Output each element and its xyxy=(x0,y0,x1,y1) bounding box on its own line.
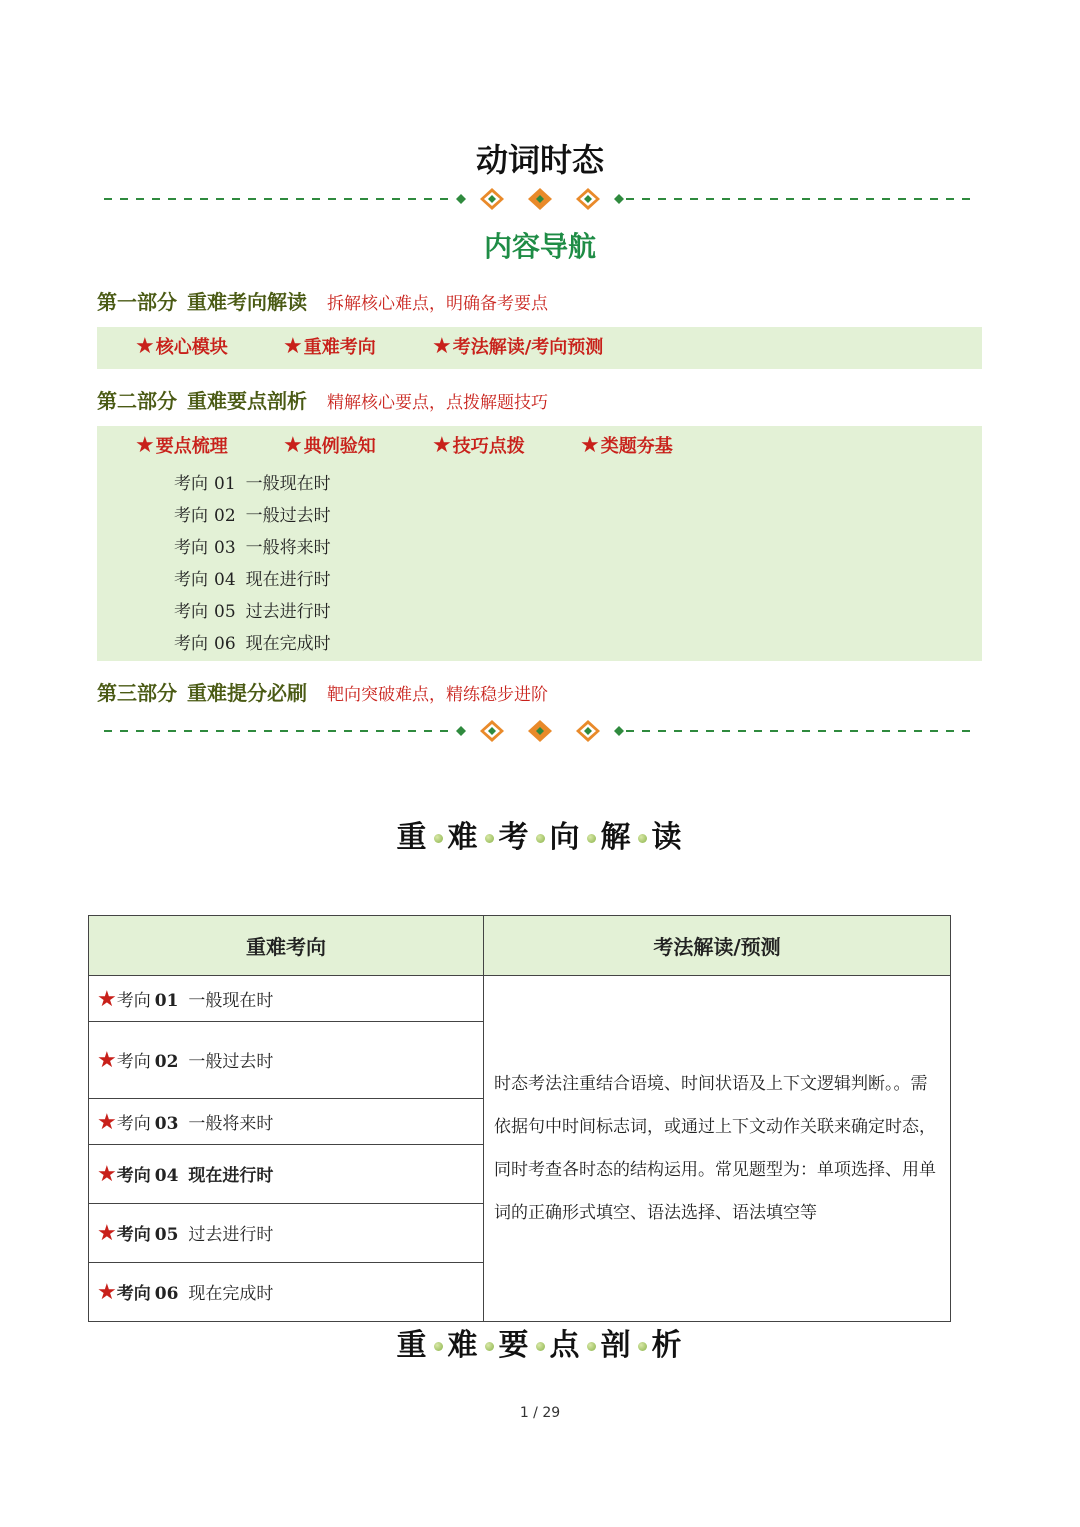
table-header-row xyxy=(89,916,951,976)
module-item: ★要点梳理 xyxy=(135,433,228,458)
star-icon: ★ xyxy=(283,334,303,359)
nav-topic-item[interactable]: 考向 04 现在进行时 xyxy=(174,570,331,590)
part-name: 重难考向解读 xyxy=(187,290,307,314)
dot-icon xyxy=(638,1342,647,1351)
star-icon: ★ xyxy=(432,334,452,359)
module-item: ★技巧点拨 xyxy=(432,433,525,458)
table-header-left: 重难考向 xyxy=(89,916,484,976)
dot-icon xyxy=(536,834,545,843)
star-icon: ★ xyxy=(97,1048,117,1073)
module-item: ★核心模块 xyxy=(135,334,228,359)
table-row xyxy=(89,976,951,1022)
part-label: 第三部分 xyxy=(97,681,177,705)
module-item: ★重难考向 xyxy=(283,334,376,359)
dot-icon xyxy=(434,1342,443,1351)
nav-topic-item[interactable]: 考向 03 一般将来时 xyxy=(174,538,331,558)
star-icon: ★ xyxy=(97,1221,117,1246)
part-label: 第二部分 xyxy=(97,389,177,413)
nav-topic-item[interactable]: 考向 01 一般现在时 xyxy=(174,474,331,494)
star-icon: ★ xyxy=(97,1109,117,1135)
topic-cell[interactable]: ★考向 04 现在进行时 xyxy=(89,1145,484,1204)
nav-topic-item[interactable]: 考向 02 一般过去时 xyxy=(174,506,331,526)
nav-topic-item[interactable]: 考向 06 现在完成时 xyxy=(174,634,331,654)
topic-cell[interactable]: ★考向 05 过去进行时 xyxy=(89,1204,484,1263)
module-item: ★考法解读/考向预测 xyxy=(432,334,604,359)
topics-table xyxy=(88,915,951,1322)
star-icon: ★ xyxy=(283,433,303,458)
star-icon: ★ xyxy=(97,1280,117,1305)
dot-icon xyxy=(485,834,494,843)
part-2-heading xyxy=(97,385,548,415)
part-3-heading xyxy=(97,677,548,707)
star-icon: ★ xyxy=(135,334,155,359)
star-icon: ★ xyxy=(97,1162,117,1187)
part-desc: 靶向突破难点，精练稳步进阶 xyxy=(327,685,548,705)
ornamental-divider xyxy=(100,186,980,212)
part-2-box xyxy=(97,426,982,661)
part-name: 重难要点剖析 xyxy=(187,389,307,413)
topic-cell[interactable]: ★考向 06 现在完成时 xyxy=(89,1263,484,1322)
part-desc: 精解核心要点，点拨解题技巧 xyxy=(327,393,548,413)
star-icon: ★ xyxy=(135,433,155,458)
dot-icon xyxy=(587,834,596,843)
dot-icon xyxy=(434,834,443,843)
star-icon: ★ xyxy=(432,433,452,458)
nav-title: 内容导航 xyxy=(483,230,596,263)
topic-cell[interactable]: ★考向 02 一般过去时 xyxy=(89,1022,484,1099)
dot-icon xyxy=(587,1342,596,1351)
section-heading-1: 重 难 考 向 解 读 xyxy=(396,820,684,855)
star-icon: ★ xyxy=(580,433,600,458)
star-icon: ★ xyxy=(97,986,117,1012)
topic-cell[interactable]: ★考向 01 一般现在时 xyxy=(89,976,484,1022)
part-1-box xyxy=(97,327,982,369)
module-item: ★典例验知 xyxy=(283,433,376,458)
table-header-right: 考法解读/预测 xyxy=(484,916,951,976)
description-cell: 时态考法注重结合语境、时间状语及上下文逻辑判断。。需依据句中时间标志词，或通过上下文动作关联来确定时态，同时考查各时态的结构运用。常见题型为：单项选择、用单词的正确形式填空、语法选择、语法填空等 xyxy=(484,976,951,1322)
dot-icon xyxy=(485,1342,494,1351)
part-desc: 拆解核心难点，明确备考要点 xyxy=(327,294,548,314)
page-title: 动词时态 xyxy=(475,141,604,179)
nav-topic-item[interactable]: 考向 05 过去进行时 xyxy=(174,602,331,622)
section-heading-2: 重 难 要 点 剖 析 xyxy=(396,1328,684,1363)
topic-cell[interactable]: ★考向 03 一般将来时 xyxy=(89,1099,484,1145)
dot-icon xyxy=(536,1342,545,1351)
module-item: ★类题夯基 xyxy=(580,433,673,458)
ornamental-divider xyxy=(100,718,980,744)
dot-icon xyxy=(638,834,647,843)
page-number: 1 / 29 xyxy=(519,1405,561,1421)
part-label: 第一部分 xyxy=(97,290,177,314)
part-1-heading xyxy=(97,286,548,316)
part-name: 重难提分必刷 xyxy=(187,681,307,705)
